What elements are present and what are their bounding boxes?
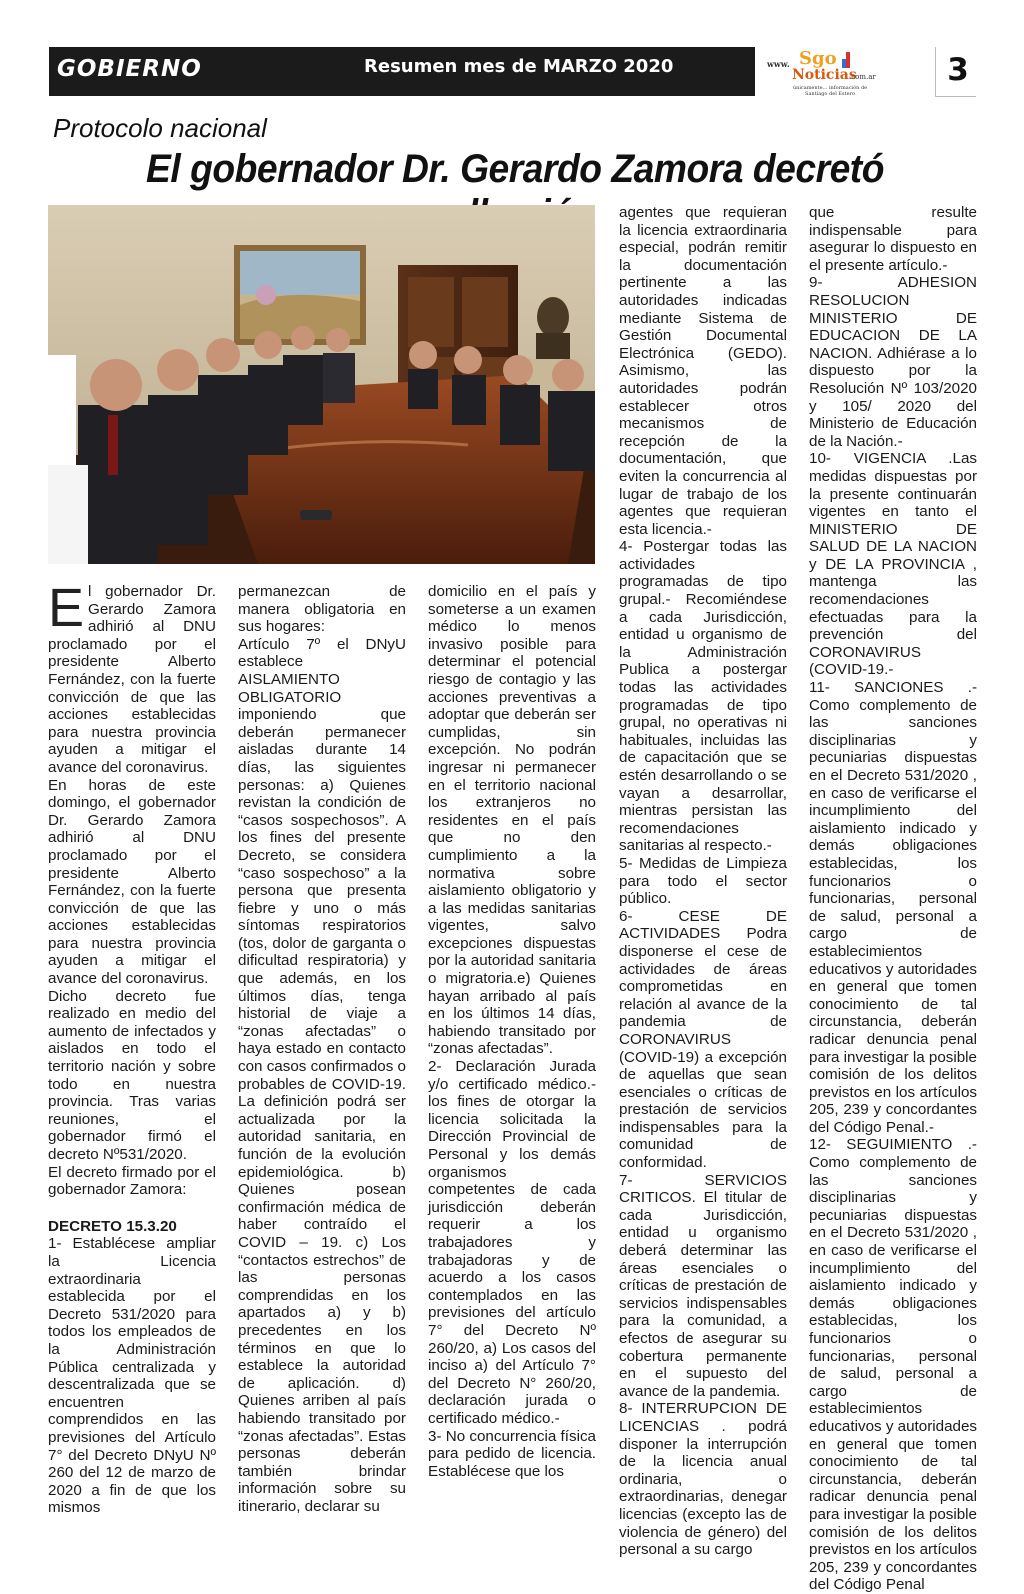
paragraph: 2- Declaración Jurada y/o certificado médico.- los fines de otorgar la licencia solicitada la Dirección Provincial de Personal y los demás organismos competentes de cada jurisdicción deberán requerir a los trabajadores y trabajadoras y de acuerdo a los casos contemplados en las previsiones del artículo 7° del Decreto Nº 260/20, a) Los casos del inciso a) del Artículo 7° del Decreto N° 260/20, declaración jurada o certificado médico.- <box>428 1058 596 1427</box>
logo-www: www. <box>767 59 790 69</box>
meeting-photo-illustration <box>48 205 595 564</box>
paragraph: El decreto firmado por el gobernador Zamora: <box>48 1163 216 1199</box>
paragraph: permanezcan de manera obligatoria en sus hogares: <box>238 583 406 636</box>
paragraph: agentes que requieran la licencia extraordinaria especial, podrán remitir la documentación pertinente a las autoridades indicadas mediante Sistema de Gestión Documental Electrónica (GEDO). Asimismo, las autoridades podrán establecer otros mecanismos de recepción de la documentación, que eviten la concurrencia al lugar de trabajo de los agentes que requieran esta licencia.- <box>619 204 787 538</box>
sgo-noticias-logo <box>762 48 882 98</box>
logo-sgo: Sgo <box>799 48 837 69</box>
drop-cap: E <box>48 578 85 638</box>
paragraph: 7- SERVICIOS CRITICOS. El titular de cada Jurisdicción, entidad u organismo deberá determinar las áreas esenciales o críticas de prestación de servicios indispensables para la comunidad, a efectos de asegurar su cobertura permanente en el supuesto del avance de la pandemia. <box>619 1171 787 1400</box>
article-column-2 <box>238 583 406 1515</box>
page-number: 3 <box>947 52 969 88</box>
paragraph: 5- Medidas de Limpieza para todo el sector público. <box>619 854 787 908</box>
article-column-5 <box>809 204 977 1594</box>
paragraph: domicilio en el país y someterse a un examen médico lo menos invasivo posible para determinar el potencial riesgo de contagio y las acciones preventivas a adoptar que deberán ser cumplidas, sin excepción. No podrán ingresar ni permanecer en el territorio nacional los extranjeros no residentes en el país que no den cumplimiento a la normativa sobre aislamiento obligatorio y a las medidas sanitarias vigentes, salvo excepciones dispuestas por la autoridad sanitaria o migratoria.e) Quienes hayan arribado al país en los últimos 14 días, habiendo transitado por “zonas afectadas”. <box>428 583 596 1058</box>
logo-noticias: Noticias <box>792 67 857 83</box>
paragraph: 4- Postergar todas las actividades programadas de tipo grupal.- Recomiéndese a cada Jurisdicción, entidad u organismo de la Administración Publica a postergar todas las actividades programadas de tipo grupal, no operativas ni habituales, incluidas las de capacitación que se estén desarrollando o se vayan a desarrollar, mientras persistan las recomendaciones sanitarias al respecto.- <box>619 538 787 855</box>
paragraph: Dicho decreto fue realizado en medio del aumento de infectados y aislados en todo el territorio nación y sobre todo en nuestra provincia. Tras varias reuniones, el gobernador firmó el decreto Nº531/2020. <box>48 987 216 1163</box>
logo-bars-icon <box>842 52 852 68</box>
section-header-bar <box>49 47 755 96</box>
section-title: GOBIERNO <box>57 56 202 82</box>
article-photo <box>48 205 595 564</box>
article-column-3 <box>428 583 596 1480</box>
paragraph: que resulte indispensable para asegurar lo dispuesto en el presente artículo.- <box>809 204 977 274</box>
paragraph: En horas de este domingo, el gobernador Dr. Gerardo Zamora adhirió al DNU proclamado por el presidente Alberto Fernández, con la fuerte convicción de que las acciones establecidas para nuestra provincia ayuden a mitigar el avance del coronavirus. <box>48 776 216 988</box>
paragraph: 1- Establécese ampliar la Licencia extraordinaria establecida por el Decreto 531/2020 para todos los empleados de la Administración Pública centralizada y descentralizada que se encuentren comprendidos en las previsiones del Artículo 7° del Decreto DNyU Nº 260 del 12 de marzo de 2020 a fin de que los mismos <box>48 1235 216 1517</box>
decree-subheading: DECRETO 15.3.20 <box>48 1217 177 1235</box>
lead-text: l gobernador Dr. Gerardo Zamora adhirió al DNU proclamado por el presidente Alberto Fernández, con la fuerte convicción de que las acciones establecidas para nuestra provincia ayuden a mitigar el avance del coronavirus. <box>48 583 216 776</box>
paragraph: 12- SEGUIMIENTO .-Como complemento de las sanciones disciplinarias y pecuniarias dispuestas en el Decreto 531/2020 , en caso de verificarse el incumplimiento del aislamiento indicado y demás obligaciones establecidas, los funcionarios o funcionarias, personal de salud, personal a cargo de establecimientos educativos y autoridades en general que tomen conocimiento de tal circunstancia, deberán radicar denuncia penal para investigar la posible comisión de los delitos previstos en los artículos 205, 239 y concordantes del Código Penal <box>809 1136 978 1594</box>
paragraph: 9- ADHESION RESOLUCION MINISTERIO DE EDUCACION DE LA NACION. Adhiérase a lo dispuesto por la Resolución Nº 103/2020 y 105/ 2020 del Ministerio de Educación de la Nación.- <box>809 274 977 450</box>
article-column-4 <box>619 204 787 1559</box>
paragraph: 3- No concurrencia física para pedido de licencia. Establécese que los <box>428 1427 596 1480</box>
paragraph: 6- CESE DE ACTIVIDADES Podra disponerse el cese de actividades de áreas comprometidas en relación al avance de la pandemia de CORONAVIRUS (COVID-19) a excepción de aquellas que sean esenciales o críticas de prestación de servicios indispensables para la comunidad de conformidad. <box>619 907 787 1172</box>
paragraph: 10- VIGENCIA .Las medidas dispuestas por la presente continuarán vigentes en tanto el MINISTERIO DE SALUD DE LA NACION y DE LA PROVINCIA , mantenga las recomendaciones efectuadas para la prevención del CORONAVIRUS (COVID-19.- <box>809 450 977 679</box>
lead-paragraph <box>48 578 216 777</box>
logo-domain: .com.ar <box>849 73 876 81</box>
issue-summary: Resumen mes de MARZO 2020 <box>364 56 674 77</box>
paragraph: 8- INTERRUPCION DE LICENCIAS . podrá disponer la interrupción de la licencia anual ordinaria, o extraordinarias, denegar licencias (excepto las de violencia de género) del personal a su cargo <box>619 1400 787 1559</box>
article-column-1 <box>48 578 216 1517</box>
paragraph: Artículo 7º el DNyU establece AISLAMIENTO OBLIGATORIO imponiendo que deberán permanecer aisladas durante 14 días, las siguientes personas: a) Quienes revistan la condición de “casos sospechosos”. A los fines del presente Decreto, se considera “caso sospechoso” a la persona que presenta fiebre y uno o más síntomas respiratorios (tos, dolor de garganta o dificultad respiratoria) y que además, en los últimos días, tenga historial de viaje a “zonas afectadas” o haya estado en contacto con casos confirmados o probables de COVID-19. La definición podrá ser actualizada por la autoridad sanitaria, en función de la evolución epidemiológica. b) Quienes posean confirmación médica de haber contraído el COVID – 19. c) Los “contactos estrechos” de las personas comprendidas en los apartados a) y b) precedentes en los términos en que lo establece la autoridad de aplicación. d) Quienes arriben al país habiendo transitado por “zonas afectadas”. Estas personas deberán también brindar información sobre su itinerario, declarar su <box>238 635 406 1515</box>
paragraph: 11- SANCIONES .-Como complemento de las sanciones disciplinarias y pecuniarias dispuestas en el Decreto 531/2020 , en caso de verificarse el incumplimiento del aislamiento indicado y demás obligaciones establecidas, los funcionarios o funcionarias, personal de salud, personal a cargo de establecimientos educativos y autoridades en general que tomen conocimiento de tal circunstancia, deberán radicar denuncia penal para investigar la posible comisión de los delitos previstos en los artículos 205, 239 y concordantes del Código Penal.- <box>809 679 978 1136</box>
article-headline: El gobernador Dr. Gerardo Zamora decretó <box>145 147 884 191</box>
article-kicker: Protocolo nacional <box>53 113 267 143</box>
logo-tagline: únicamente... información de Santiago del Estero <box>792 85 868 97</box>
